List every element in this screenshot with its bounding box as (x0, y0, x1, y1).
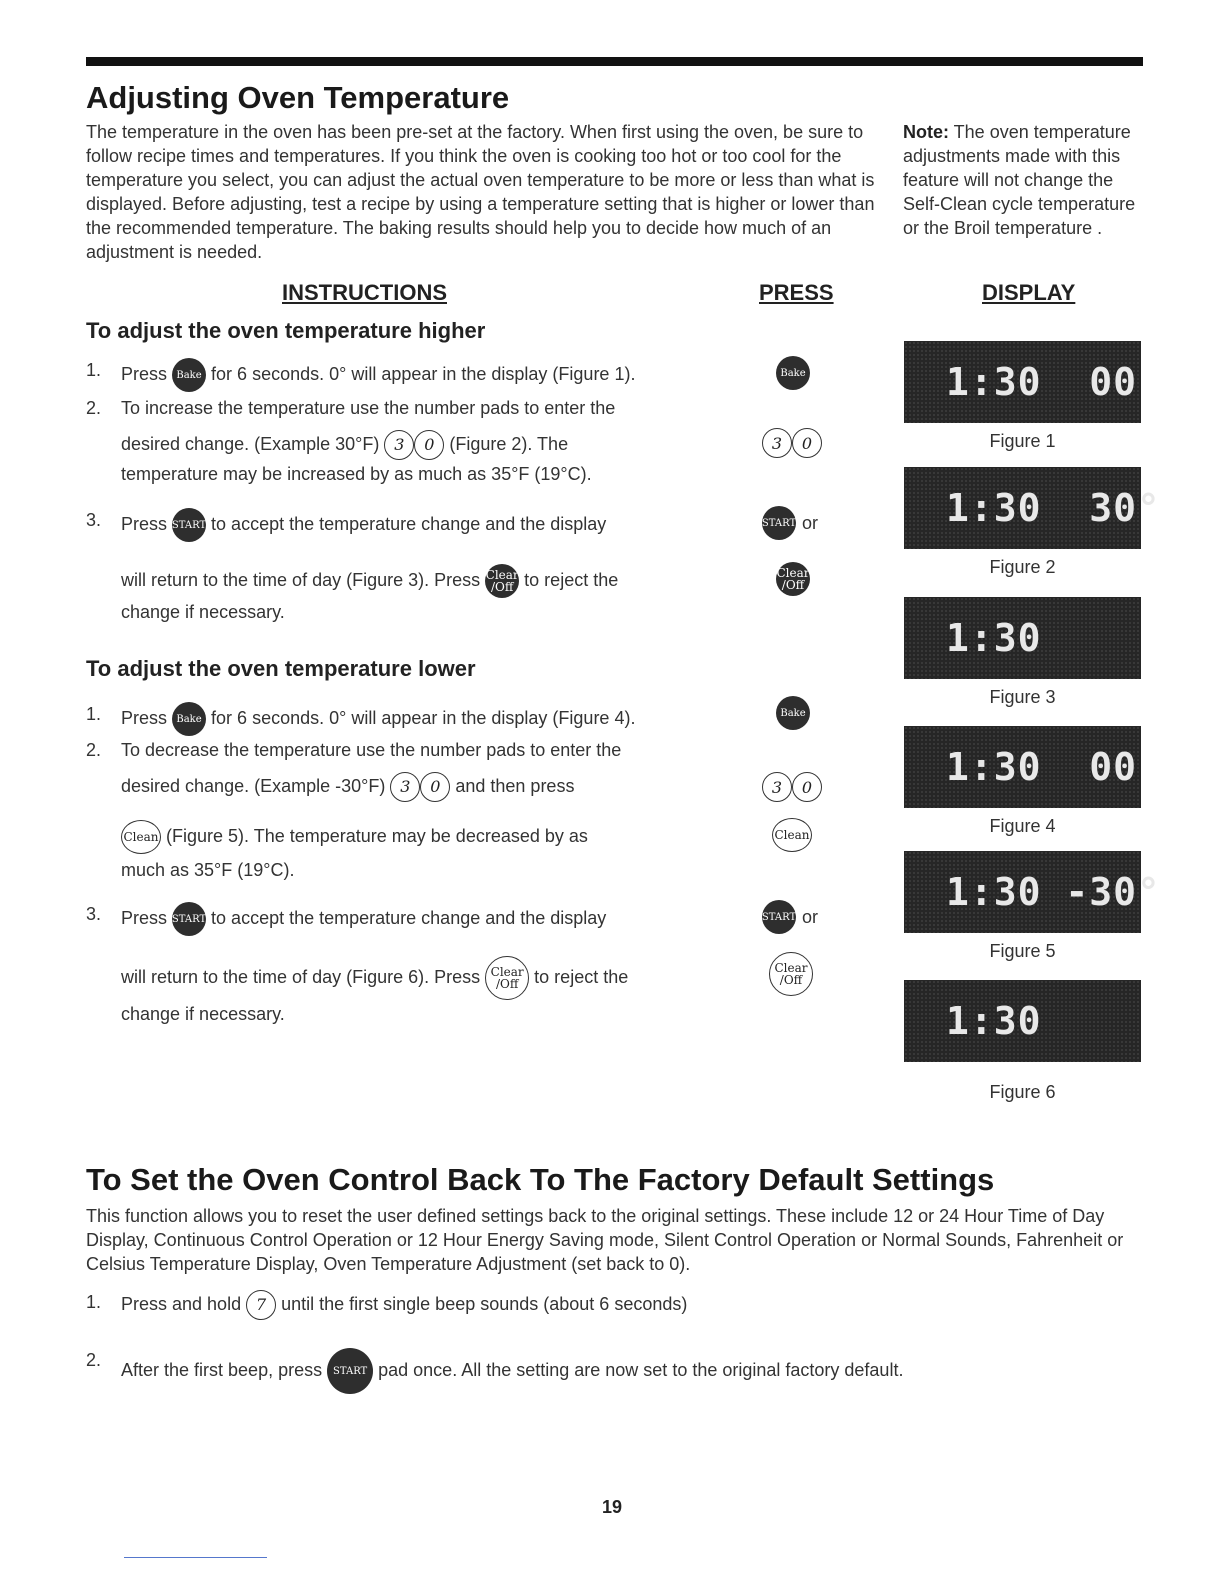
figure-caption: Figure 5 (989, 941, 1056, 961)
higher-step-2-line3: temperature may be increased by as much as 35°F (19°C). (121, 464, 592, 484)
press-clear-2 (769, 952, 813, 996)
subheading-lower: To adjust the oven temperature lower (86, 656, 476, 681)
page-number: 19 (601, 1497, 623, 1517)
oven-display: 1:30 (904, 980, 1141, 1062)
clear-off-button-icon: Clear /Off (485, 564, 519, 598)
figure-4 (904, 726, 1141, 837)
figure-caption: Figure 4 (989, 816, 1056, 836)
press-bake-1 (776, 356, 810, 390)
clear-off-button-icon: Clear /Off (776, 562, 810, 596)
higher-step-3: 3. Press START to accept the temperature change and the display (86, 508, 726, 542)
oven-display: 1:30 (904, 597, 1141, 679)
note-text: The oven temperature adjustments made with this feature will not change the Self-Clean cycle temperature or the Broil temperature . (903, 122, 1136, 238)
lower-step-2: 2. To decrease the temperature use the number pads to enter the (86, 740, 622, 760)
intro-paragraph: The temperature in the oven has been pre-set at the factory. When first using the oven, be sure to follow recipe times and temperatures. If you think the oven is cooking too hot or too cool for the temperature you select, you can adjust the actual oven temperature to be more or less than what is displayed. Before adjusting, test a recipe by using a temperature setting that is higher or lower than the recommended temperature. The baking results should help you to decide how much of an adjustment is needed. (86, 122, 875, 262)
lower-step-2-line2: desired change. (Example -30°F) 3 0 and then press (121, 772, 741, 802)
press-3-0-b (762, 772, 822, 802)
factory-default-intro: This function allows you to reset the user defined settings back to the original settings. These include 12 or 24 Hour Time of Day Display, Continuous Control Operation or 12 Hour Energy Saving mode, Silent Control Operation or Normal Sounds, Fahrenheit or Celsius Temperature Display, Oven Temperature Adjustment (set back to 0). (86, 1206, 1124, 1274)
press-clear-1 (776, 562, 810, 596)
start-button-icon: START (762, 900, 796, 934)
note-label: Note: (903, 122, 949, 142)
press-3-0-a (762, 428, 822, 458)
bake-button-icon: Bake (776, 356, 810, 390)
lower-step-2-line4: much as 35°F (19°C). (121, 860, 295, 880)
figure-1 (904, 341, 1141, 452)
higher-step-1: 1. Press Bake for 6 seconds. 0° will appear in the display (Figure 1). (86, 358, 726, 392)
section-title-adjusting: Adjusting Oven Temperature (86, 80, 510, 115)
higher-step-2-line2: desired change. (Example 30°F) 3 0 (Figure 2). The (121, 430, 741, 460)
number-3-icon: 3 (762, 772, 792, 802)
number-0-icon: 0 (414, 430, 444, 460)
figure-2 (904, 467, 1161, 578)
start-button-icon: START (762, 506, 796, 540)
lower-step-2-line3: Clean (Figure 5). The temperature may be decreased by as (121, 820, 741, 854)
footer-line (124, 1557, 267, 1558)
oven-display: 1:30 00 (904, 341, 1141, 423)
figure-5 (904, 851, 1161, 962)
subheading-higher: To adjust the oven temperature higher (86, 318, 486, 343)
number-0-icon: 0 (792, 772, 822, 802)
figure-caption: Figure 1 (989, 431, 1056, 451)
note-box (903, 120, 1143, 240)
lower-step-1: 1. Press Bake for 6 seconds. 0° will appear in the display (Figure 4). (86, 702, 726, 736)
clean-button-icon: Clean (121, 820, 161, 854)
lower-step-3-line3: change if necessary. (121, 1004, 285, 1024)
factory-step-2: 2. After the first beep, press START pad once. All the setting are now set to the original factory default. (86, 1348, 1086, 1394)
figure-caption: Figure 6 (989, 1082, 1056, 1102)
factory-step-1: 1. Press and hold 7 until the first single beep sounds (about 6 seconds) (86, 1290, 1086, 1320)
figure-caption: Figure 3 (989, 687, 1056, 707)
start-button-icon: START (172, 902, 206, 936)
figure-6 (904, 980, 1141, 1103)
figure-3 (904, 597, 1141, 708)
oven-display: 1:30 00 (904, 726, 1141, 808)
press-clean (772, 818, 812, 852)
oven-display: 1:30 -30° (904, 851, 1141, 933)
section-title-factory-default: To Set the Oven Control Back To The Factory Default Settings (86, 1162, 995, 1197)
lower-step-3: 3. Press START to accept the temperature change and the display (86, 902, 726, 936)
bake-button-icon: Bake (172, 358, 206, 392)
number-7-icon: 7 (246, 1290, 276, 1320)
figure-caption: Figure 2 (989, 557, 1056, 577)
column-header-display: DISPLAY (982, 280, 1076, 305)
oven-display: 1:30 30° (904, 467, 1141, 549)
number-3-icon: 3 (384, 430, 414, 460)
clear-off-outline-icon: Clear /Off (485, 956, 529, 1000)
number-0-icon: 0 (420, 772, 450, 802)
press-start-2: START or (762, 900, 818, 934)
press-bake-2 (776, 696, 810, 730)
number-3-icon: 3 (390, 772, 420, 802)
start-button-icon: START (172, 508, 206, 542)
lower-step-3-line2: will return to the time of day (Figure 6). Press Clear /Off to reject the (121, 956, 741, 1000)
number-3-icon: 3 (762, 428, 792, 458)
press-start-1: START or (762, 506, 818, 540)
higher-step-3-line3: change if necessary. (121, 602, 285, 622)
number-0-icon: 0 (792, 428, 822, 458)
start-button-icon: START (327, 1348, 373, 1394)
top-rule (86, 57, 1143, 66)
clean-button-icon: Clean (772, 818, 812, 852)
column-header-press: PRESS (759, 280, 834, 305)
higher-step-2: 2. To increase the temperature use the number pads to enter the (86, 398, 616, 418)
bake-button-icon: Bake (776, 696, 810, 730)
higher-step-3-line2: will return to the time of day (Figure 3). Press Clear /Off to reject the (121, 564, 741, 598)
clear-off-outline-icon: Clear /Off (769, 952, 813, 996)
column-header-instructions: INSTRUCTIONS (282, 280, 447, 305)
bake-button-icon: Bake (172, 702, 206, 736)
